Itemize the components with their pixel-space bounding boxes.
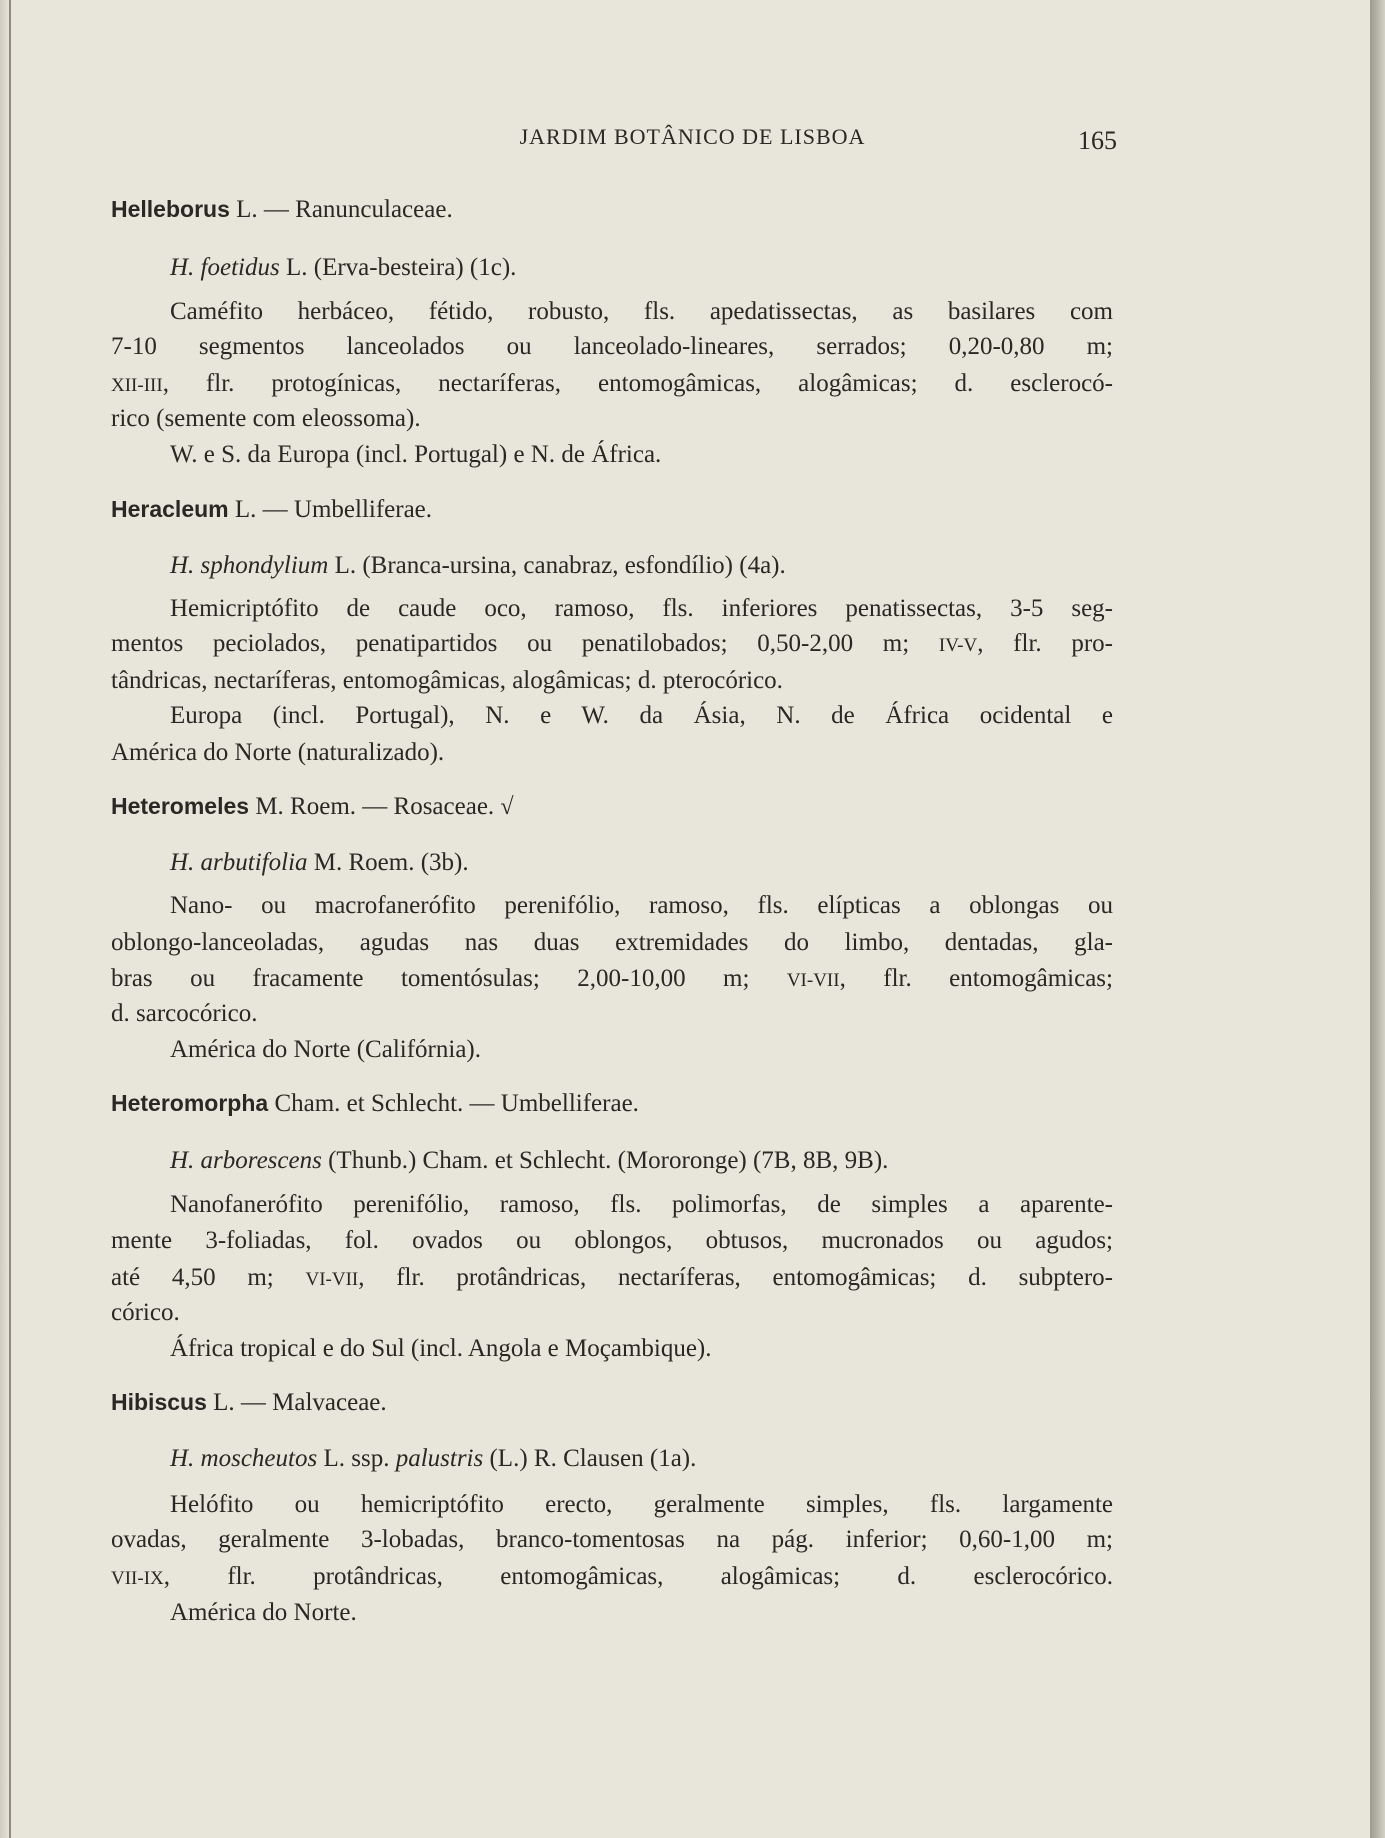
genus-heading — [111, 1088, 1113, 1119]
text-segment: rico (semente com eleossoma). — [111, 405, 421, 432]
text-segment: América do Norte. — [170, 1599, 357, 1626]
species-name: H. sphondylium — [170, 552, 329, 579]
text-line — [111, 666, 1113, 696]
text-segment: ovadas, geralmente 3-lobadas, branco-tomentosas na pág. inferior; 0,60-1,00 m; — [111, 1526, 1113, 1553]
page-number: 165 — [1078, 126, 1117, 155]
text-segment: , flr. pro- — [977, 630, 1113, 657]
text-line — [111, 1035, 1113, 1065]
text-line — [111, 1298, 1113, 1328]
text-line — [111, 404, 1113, 434]
text-segment: , flr. protândricas, nectaríferas, entomogâmicas; d. subptero- — [358, 1264, 1114, 1291]
genus-name: Heracleum — [111, 496, 229, 522]
text-segment: Helófito ou hemicriptófito erecto, geralmente simples, fls. largamente — [170, 1491, 1113, 1518]
genus-heading — [111, 194, 1113, 225]
genus-name: Heteromeles — [111, 793, 250, 819]
species-name: H. arbutifolia — [170, 849, 308, 876]
species-title — [111, 1444, 1113, 1474]
text-segment: L. ssp. — [317, 1445, 396, 1472]
text-segment: d. sarcocórico. — [111, 1000, 258, 1027]
genus-heading — [111, 494, 1113, 525]
text-segment: , flr. protogínicas, nectaríferas, entomogâmicas, alogâmicas; d. esclerocó- — [162, 370, 1113, 397]
species-name: H. arborescens — [170, 1147, 322, 1174]
text-line — [111, 1226, 1113, 1256]
text-segment: mentos peciolados, penatipartidos ou penatilobados; 0,50-2,00 m; — [111, 630, 939, 657]
genus-name: Helleborus — [111, 196, 230, 222]
text-segment: M. Roem. (3b). — [307, 849, 469, 876]
text-segment: Caméfito herbáceo, fétido, robusto, fls. apedatissectas, as basilares com — [170, 298, 1113, 325]
text-line — [111, 1490, 1113, 1520]
text-segment: África tropical e do Sul (incl. Angola e Moçambique). — [170, 1335, 712, 1362]
text-line — [111, 891, 1113, 921]
genus-heading — [111, 1387, 1113, 1418]
text-segment: Europa (incl. Portugal), N. e W. da Ásia, N. de África ocidental e — [170, 702, 1113, 729]
text-line — [111, 369, 1113, 401]
text-segment: oblongo-lanceoladas, agudas nas duas extremidades do limbo, dentadas, gla- — [111, 929, 1113, 956]
text-line — [111, 1334, 1113, 1364]
page-left-edge-line — [9, 0, 11, 1838]
text-line — [111, 964, 1113, 996]
text-segment: L. (Branca-ursina, canabraz, esfondílio) (4a). — [328, 552, 786, 579]
text-line — [111, 594, 1113, 624]
text-segment: Nanofanerófito perenifólio, ramoso, fls. polimorfas, de simples a aparente- — [170, 1191, 1113, 1218]
species-title — [111, 551, 1113, 581]
text-line — [111, 332, 1113, 362]
text-segment: W. e S. da Europa (incl. Portugal) e N. de África. — [170, 441, 662, 468]
flowering-months: VI-VII — [786, 970, 840, 991]
text-segment: Hemicriptófito de caude oco, ramoso, fls. inferiores penatissectas, 3-5 seg- — [170, 595, 1113, 622]
text-segment: M. Roem. — Rosaceae. — [249, 793, 501, 820]
flowering-months: IV-V — [938, 635, 978, 656]
text-line — [111, 701, 1113, 731]
text-segment: L. — Malvaceae. — [206, 1389, 387, 1416]
text-segment: até 4,50 m; — [111, 1264, 306, 1291]
text-segment: Cham. et Schlecht. — Umbelliferae. — [268, 1090, 639, 1117]
text-segment: América do Norte (naturalizado). — [111, 739, 445, 766]
text-segment: América do Norte (Califórnia). — [170, 1036, 481, 1063]
text-line — [111, 440, 1113, 470]
page-right-edge — [1370, 0, 1385, 1838]
flowering-months: VI-VII — [305, 1269, 359, 1290]
text-line — [111, 1598, 1113, 1628]
text-segment: L. — Umbelliferae. — [228, 496, 433, 523]
text-line — [111, 1190, 1113, 1220]
text-segment: córico. — [111, 1299, 180, 1326]
text-segment: (Thunb.) Cham. et Schlecht. (Mororonge) (7B, 8B, 9B). — [321, 1147, 889, 1174]
text-line — [111, 738, 1113, 768]
text-line — [111, 629, 1113, 661]
species-title — [111, 848, 1113, 878]
flowering-months: VII-IX — [111, 1568, 164, 1589]
text-segment: (L.) R. Clausen (1a). — [483, 1445, 697, 1472]
text-segment: L. (Erva-besteira) (1c). — [279, 254, 517, 281]
species-name: H. foetidus — [170, 254, 280, 281]
genus-heading — [111, 791, 1113, 822]
text-segment: L. — Ranunculaceae. — [229, 196, 453, 223]
species-title — [111, 253, 1113, 283]
check-mark: √ — [500, 794, 514, 820]
text-line — [111, 1525, 1113, 1555]
text-segment: Nano- ou macrofanerófito perenifólio, ramoso, fls. elípticas a oblongas ou — [170, 892, 1113, 919]
species-name: H. moscheutos — [170, 1445, 318, 1472]
text-segment: , flr. entomogâmicas; — [839, 965, 1113, 992]
text-line — [111, 999, 1113, 1029]
genus-name: Heteromorpha — [111, 1090, 269, 1116]
genus-name: Hibiscus — [111, 1389, 207, 1415]
text-line — [111, 928, 1113, 958]
text-segment: mente 3-foliadas, fol. ovados ou oblongos, obtusos, mucronados ou agudos; — [111, 1227, 1113, 1254]
text-segment: tândricas, nectaríferas, entomogâmicas, alogâmicas; d. pterocórico. — [111, 667, 783, 694]
text-line — [111, 1562, 1113, 1594]
text-segment: , flr. protândricas, entomogâmicas, alogâmicas; d. esclerocórico. — [163, 1563, 1113, 1590]
running-header: JARDIM BOTÂNICO DE LISBOA — [519, 124, 866, 149]
species-title — [111, 1146, 1113, 1176]
text-line — [111, 1263, 1113, 1295]
text-line — [111, 297, 1113, 327]
text-segment: bras ou fracamente tomentósulas; 2,00-10,00 m; — [111, 965, 787, 992]
flowering-months: XII-III — [111, 375, 163, 396]
text-segment: 7-10 segmentos lanceolados ou lanceolado-lineares, serrados; 0,20-0,80 m; — [111, 333, 1113, 360]
species-name: palustris — [395, 1445, 484, 1472]
